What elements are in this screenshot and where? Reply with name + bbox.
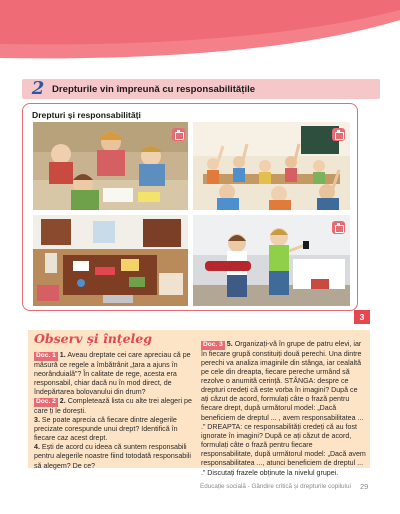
photo-messy-room [33, 215, 188, 306]
q1-text: Aveau dreptate cei care apreciau că pe măsură ce regele a îmbătrânit „țara a ajuns în neorânduială”? În calitate de rege, acesta era responsabil, chiar dacă nu în mod direct, de îndepărtarea bolovanului din drum? [34, 351, 191, 396]
photo-frame [22, 103, 358, 311]
q3-text: Se poate aprecia că fiecare dintre alegerile precizate corespunde unui drept? Identifică în fiecare caz acest drept. [34, 415, 178, 443]
q2-text: Completează lista cu alte trei alegeri pe care ți le dorești. [34, 397, 192, 415]
camera-icon [332, 128, 345, 141]
observ-left-column [34, 351, 194, 471]
footer-text: Educație socială - Gândire critică și drepturile copilului [200, 483, 351, 490]
doc3-tag: Doc. 3 [203, 341, 223, 348]
photo-frame-title: Drepturi și responsabilități [32, 110, 141, 120]
q1-number: 1. [59, 351, 66, 359]
photo-badge: 3 [354, 310, 370, 324]
q2-number: 2. [59, 397, 66, 406]
question-4 [34, 443, 194, 470]
question-1 [34, 351, 194, 397]
camera-icon [172, 128, 185, 141]
question-2 [34, 397, 194, 416]
observ-right-column [201, 340, 366, 478]
doc2-tag: Doc. 2 [36, 398, 56, 406]
q5-number: 5. [226, 340, 233, 348]
question-3 [34, 416, 194, 443]
page-number: 29 [360, 482, 369, 491]
section-header [22, 79, 380, 99]
section-number: 2 [31, 78, 45, 99]
photo-boys-music-instruments [193, 215, 350, 306]
top-decor-band [0, 0, 400, 62]
section-title: Drepturile vin împreună cu responsabilitățile [52, 83, 256, 95]
camera-icon [332, 221, 345, 234]
q4-text: Ești de acord cu ideea că suntem responsabili pentru alegerile noastre fiind totodată responsabili să alegem? De ce? [34, 443, 191, 470]
photo-classroom-raised-hands [193, 122, 350, 210]
question-5 [201, 340, 366, 478]
observ-title: Observ și înțeleg [34, 331, 152, 346]
doc1-tag: Doc. 1 [36, 352, 56, 359]
photo-children-drawing [33, 122, 188, 210]
q3-number: 3. [34, 415, 40, 424]
q4-number: 4. [34, 443, 40, 452]
q5-text: Organizați-vă în grupe de patru elevi, iar în fiecare grupă constituiți două perechi. Una dintre perechi va analiza imaginile din stânga, iar cealaltă pe cele din dreapta, fiecare pereche urmând să rezolve o anumită cerință. STÂNGA: despre ce drepturi credeți că este vorba în imagini? După ce ați căzut de acord, formulați câte o frază pentru fiecare drept, după următorul model: „Dacă beneficiem de dreptul ... , avem responsabilitatea ... .” DREAPTA: ce responsabilități credeți că au fost ignorate în imagini? După ce ați căzut de acord, formulați câte o frază pentru fiecare responsabilitate, după următorul model: „Dacă avem responsabilitatea ..., atunci beneficiem de dreptul ... .” Discutați frazele obținute la nivelul grupei. [201, 340, 366, 477]
